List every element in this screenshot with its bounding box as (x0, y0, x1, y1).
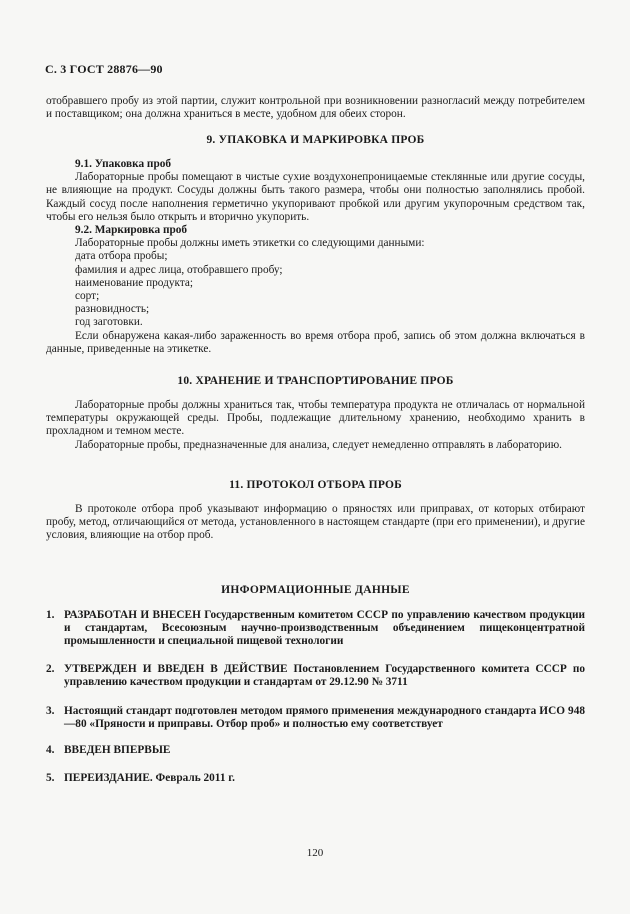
info-item-lead: РАЗРАБОТАН И ВНЕСЕН (64, 609, 201, 621)
section-11-title: 11. ПРОТОКОЛ ОТБОРА ПРОБ (229, 479, 402, 491)
list-item: дата отбора пробы; (75, 250, 168, 263)
intro-text: отобравшего пробу из этой партии, служит контрольной при возникновении разногласий между потребителем и поставщиком; она должна храниться в месте, удобном для обеих сторон. (46, 95, 585, 121)
info-item-number: 4. (46, 744, 55, 756)
subsection-9-2-tail: Если обнаружена какая-либо зараженность во время отбора проб, запись об этом должна включаться в данные, приведенные на этикетке. (46, 329, 585, 355)
section-10-paragraph-1: Лабораторные пробы должны храниться так, чтобы температура продукта не отличалась от нормальной температуры окружающей среды. Пробы, подлежащие длительному хранению, необходимо хранить в прохладном и темном месте. (46, 399, 585, 438)
section-11-paragraph-1: В протоколе отбора проб указывают информацию о пряностях или приправах, от которых отбирают пробу, метод, отличающийся от метода, установленного в настоящем стандарте (при его применении), и другие условия, влияющие на отбор проб. (46, 503, 585, 542)
info-item-number: 2. (46, 663, 55, 675)
info-item-1 (46, 609, 585, 649)
info-item-3 (46, 705, 585, 731)
info-item-text (64, 609, 585, 649)
info-item-text (64, 772, 585, 785)
list-item: сорт; (75, 290, 100, 303)
info-item-2 (46, 663, 585, 689)
subsection-9-1-title: 9.1. Упаковка проб (75, 158, 172, 170)
section-9-title: 9. УПАКОВКА И МАРКИРОВКА ПРОБ (206, 134, 425, 146)
page-number: 120 (306, 847, 324, 859)
info-item-lead: ВВЕДЕН ВПЕРВЫЕ (64, 744, 171, 756)
subsection-9-2-title: 9.2. Маркировка проб (75, 224, 188, 237)
info-item-lead: ПЕРЕИЗДАНИЕ. (64, 772, 153, 784)
list-item: год заготовки. (75, 316, 143, 329)
info-item-4 (46, 744, 585, 757)
section-9-1 (46, 158, 585, 356)
intro-paragraph (46, 95, 585, 121)
subsection-9-2-lead: Лабораторные пробы должны иметь этикетки со следующими данными: (75, 237, 425, 250)
section-10-title: 10. ХРАНЕНИЕ И ТРАНСПОРТИРОВАНИЕ ПРОБ (177, 375, 454, 387)
info-item-lead: УТВЕРЖДЕН И ВВЕДЕН В ДЕЙСТВИЕ (64, 663, 288, 675)
section-10-paragraph-2: Лабораторные пробы, предназначенные для анализа, следует немедленно отправлять в лабораторию. (75, 438, 562, 451)
info-item-number: 5. (46, 772, 55, 784)
list-item: фамилия и адрес лица, отобравшего пробу; (75, 263, 283, 276)
info-item-body: Постановлением Государственного комитета СССР по управлению качеством продукции и стандартам от 29.12.90 № 3711 (64, 663, 585, 689)
info-item-body: Февраль 2011 г. (152, 772, 235, 784)
list-item: наименование продукта; (75, 276, 194, 289)
info-title: ИНФОРМАЦИОННЫЕ ДАННЫЕ (221, 584, 410, 596)
info-item-number: 1. (46, 609, 55, 621)
info-item-text (64, 744, 585, 757)
subsection-9-1-text: Лабораторные пробы помещают в чистые сухие воздухонепроницаемые стеклянные или другие сосуды, не влияющие на продукт. Сосуды должны быть такого размера, чтобы они полностью заполнялись пробой. Каждый сосуд после наполнения герметично укупоривают пробкой или другим укупорочным средством так, чтобы его нельзя было открыть и вторично укупорить. (46, 171, 585, 223)
info-item-body: Настоящий стандарт подготовлен методом прямого применения международного стандарта ИСО 948—80 «Пряности и приправы. Отбор проб» и полностью ему соответствует (64, 705, 585, 731)
list-item: разновидность; (75, 303, 150, 316)
info-item-text (64, 705, 585, 731)
info-item-5 (46, 772, 585, 785)
section-11-body (46, 503, 585, 543)
info-item-text (64, 663, 585, 689)
page-header: С. 3 ГОСТ 28876—90 (45, 62, 163, 76)
info-item-body: Государственным комитетом СССР по управлению качеством продукции и стандартам, Всесоюзным научно-производственным объединением пищеконцентратной промышленности и специальной пищевой технологии (64, 609, 585, 648)
info-item-number: 3. (46, 705, 55, 717)
section-10-body (46, 399, 585, 452)
